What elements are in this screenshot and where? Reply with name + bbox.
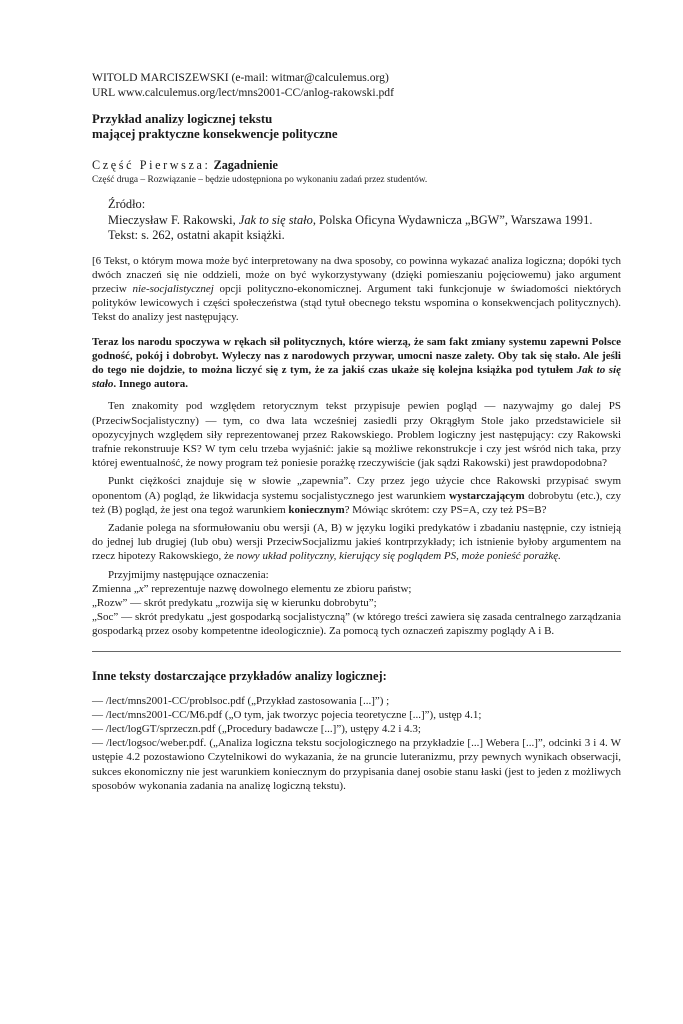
quote-book-title: Jak to się stało (92, 363, 621, 391)
source-book-title: Jak to się stało (238, 212, 313, 227)
title-line-2: mającej praktyczne konsekwencje polityczne (92, 127, 338, 141)
source-block (108, 197, 621, 244)
definition-variable (92, 582, 621, 596)
p2-text-b: dobrobytu (etc.), czy też (B) pogląd, że jest ona tegoż warunkiem (92, 489, 621, 516)
source-location: Tekst: s. 262, ostatni akapit książki. (108, 228, 285, 242)
list-item: — /lect/logGT/sprzeczn.pdf („Procedury badawcze [...]”), ustępy 4.2 i 4.3; (92, 722, 421, 735)
author-header (92, 70, 621, 100)
url-line: URL www.calculemus.org/lect/mns2001-CC/anlog-rakowski.pdf (92, 86, 394, 99)
other-texts-list (92, 694, 621, 793)
list-item: — /lect/mns2001-CC/problsoc.pdf („Przykład zastosowania [...]”) ; (92, 694, 390, 707)
intro-text-a: [6 Tekst, o którym mowa może być interpretowany na dwa sposoby, co powinna wykazać analiza logiczna; dopóki tych dwóch znaczeń się nie oddzieli, może on być wykorzystywany (dzięki pomieszaniu pojęciowemu) jako argument przeciw (92, 254, 621, 295)
part-heading (92, 158, 621, 172)
source-publisher: , Polska Oficyna Wydawnicza „BGW”, Warszawa 1991. (312, 212, 593, 227)
d1-text-b: ” reprezentuje nazwę dowolnego elementu ze zbioru państw; (143, 582, 412, 595)
body-paragraph-2 (92, 474, 621, 517)
p2-bold-sufficient: wystarczającym (449, 489, 525, 502)
intro-text-b: opcji polityczno-ekonomicznej. Argument taki funkcjonuje w świadomości niektórych polityków lewicowych i części społeczeństwa (stąd tytuł obecnego tekstu wspomina o konsekwencjach politycznych). Tekst do analizy jest następujący. (92, 282, 622, 324)
quote-text-b: . Innego autora. (113, 378, 188, 391)
author-line: WITOLD MARCISZEWSKI (e-mail: witmar@calculemus.org) (92, 71, 389, 84)
definition-soc: „Soc” — skrót predykatu „jest gospodarką socjalistyczną” (w którego treści zawiera się zasada centralnego zarządzania gospodarką przez osoby kompetentne ideologicznie). Za pomocą tych oznaczeń zapiszmy poglądy A i B. (92, 611, 621, 638)
body-paragraph-3 (92, 521, 621, 564)
source-author: Mieczysław F. Rakowski, (108, 212, 236, 227)
title-line-1: Przykład analizy logicznej tekstu (92, 112, 273, 126)
p3-emphasis: nowy układ polityczny, kierujący się poglądem PS, może ponieść porażkę. (236, 550, 561, 563)
quoted-text (92, 335, 621, 392)
list-item: — /lect/mns2001-CC/M6.pdf („O tym, jak tworzyc pojecia teoretyczne [...]”), ustęp 4.1; (92, 708, 482, 721)
intro-paragraph (92, 254, 621, 325)
p2-text-c: ? Mówiąc skrótem: czy PS=A, czy też PS=B? (344, 503, 547, 516)
document-title (92, 112, 621, 142)
body-paragraph-4: Przyjmijmy następujące oznaczenia: (108, 568, 269, 581)
d1-variable: x (138, 582, 144, 595)
quote-text-a: Teraz los narodu spoczywa w rękach sił politycznych, które wierzą, że sam fakt zmiany systemu zapewni Polsce godność, pokój i dobrobyt. Wyleczy nas z narodowych przywar, umocni nasze zalety. Oby tak się stało. Ale jeśli do tego nie dojdzie, to można liczyć się z tym, że za jakiś czas ukaże się kolejna książka pod tytułem (92, 335, 621, 376)
part-label: Część Pierwsza: (92, 158, 211, 172)
body-section (92, 399, 621, 638)
d1-text-a: Zmienna „ (92, 582, 139, 595)
part-name: Zagadnienie (213, 158, 278, 172)
list-item: — /lect/logsoc/weber.pdf. („Analiza logiczna tekstu socjologicznego na przykładzie [...] Webera [...]”, odcinki 3 i 4. W ustępie 4.2 pozostawiono Czytelnikowi do wykazania, że na gruncie luteranizmu, przy pewnych wynikach obserwacji, sukces ekonomiczny nie jest warunkiem koniecznym do przypisania danej osobie stanu łaski (jest to jeden z możliwych sposobów wykonania zadania na analizę logiczną tekstu). (92, 737, 621, 792)
definition-rozw: „Rozw” — skrót predykatu „rozwija się w kierunku dobrobytu”; (92, 596, 377, 609)
body-paragraph-1: Ten znakomity pod względem retorycznym tekst przypisuje pewien pogląd — nazywajmy go dalej PS (PrzeciwSocjalistyczny) — tym, co dwa lata wcześniej zasiedli przy Okrągłym Stole jako przedstawiciele sił opozycyjnych względem siły reprezentowanej przez Rakowskiego. Problem logiczny jest następujący: czy Rakowski trafnie rekonstruuje KS? W tym celu trzeba wyjaśnić: jakie są możliwe rekonstrukcje i czy jest wśród nich taka, przy której ewentualność, że nowy program też poniesie porażkę rzeczywiście (jak sądzi Rakowski) jest prawdopodobna? (92, 400, 621, 470)
source-citation (108, 213, 621, 229)
p2-bold-necessary: koniecznym (288, 503, 345, 516)
part-note: Część druga – Rozwiązanie – będzie udostępniona po wykonaniu zadań przez studentów. (92, 175, 428, 185)
intro-emphasis: nie-socjalistycznej (132, 282, 214, 295)
source-heading: Źródło: (108, 197, 146, 211)
p3-text-a: Zadanie polega na sformułowaniu obu wersji (A, B) w języku logiki predykatów i zbadaniu następnie, czy istnieją do jednej lub drugiej (lub obu) wersji PrzeciwSocjalizmu jakieś kontrprzykłady; ich istnienie byłoby argumentem na rzecz hipotezy Rakowskiego, że (92, 521, 621, 563)
section-divider (92, 651, 621, 652)
p2-text-a: Punkt ciężkości znajduje się w słowie „zapewnia”. Czy przez jego użycie chce Rakowski przypisać swym oponentom (A) pogląd, że likwidacja systemu socjalistycznego jest warunkiem (92, 475, 621, 502)
other-texts-heading: Inne teksty dostarczające przykładów analizy logicznej: (92, 668, 387, 683)
